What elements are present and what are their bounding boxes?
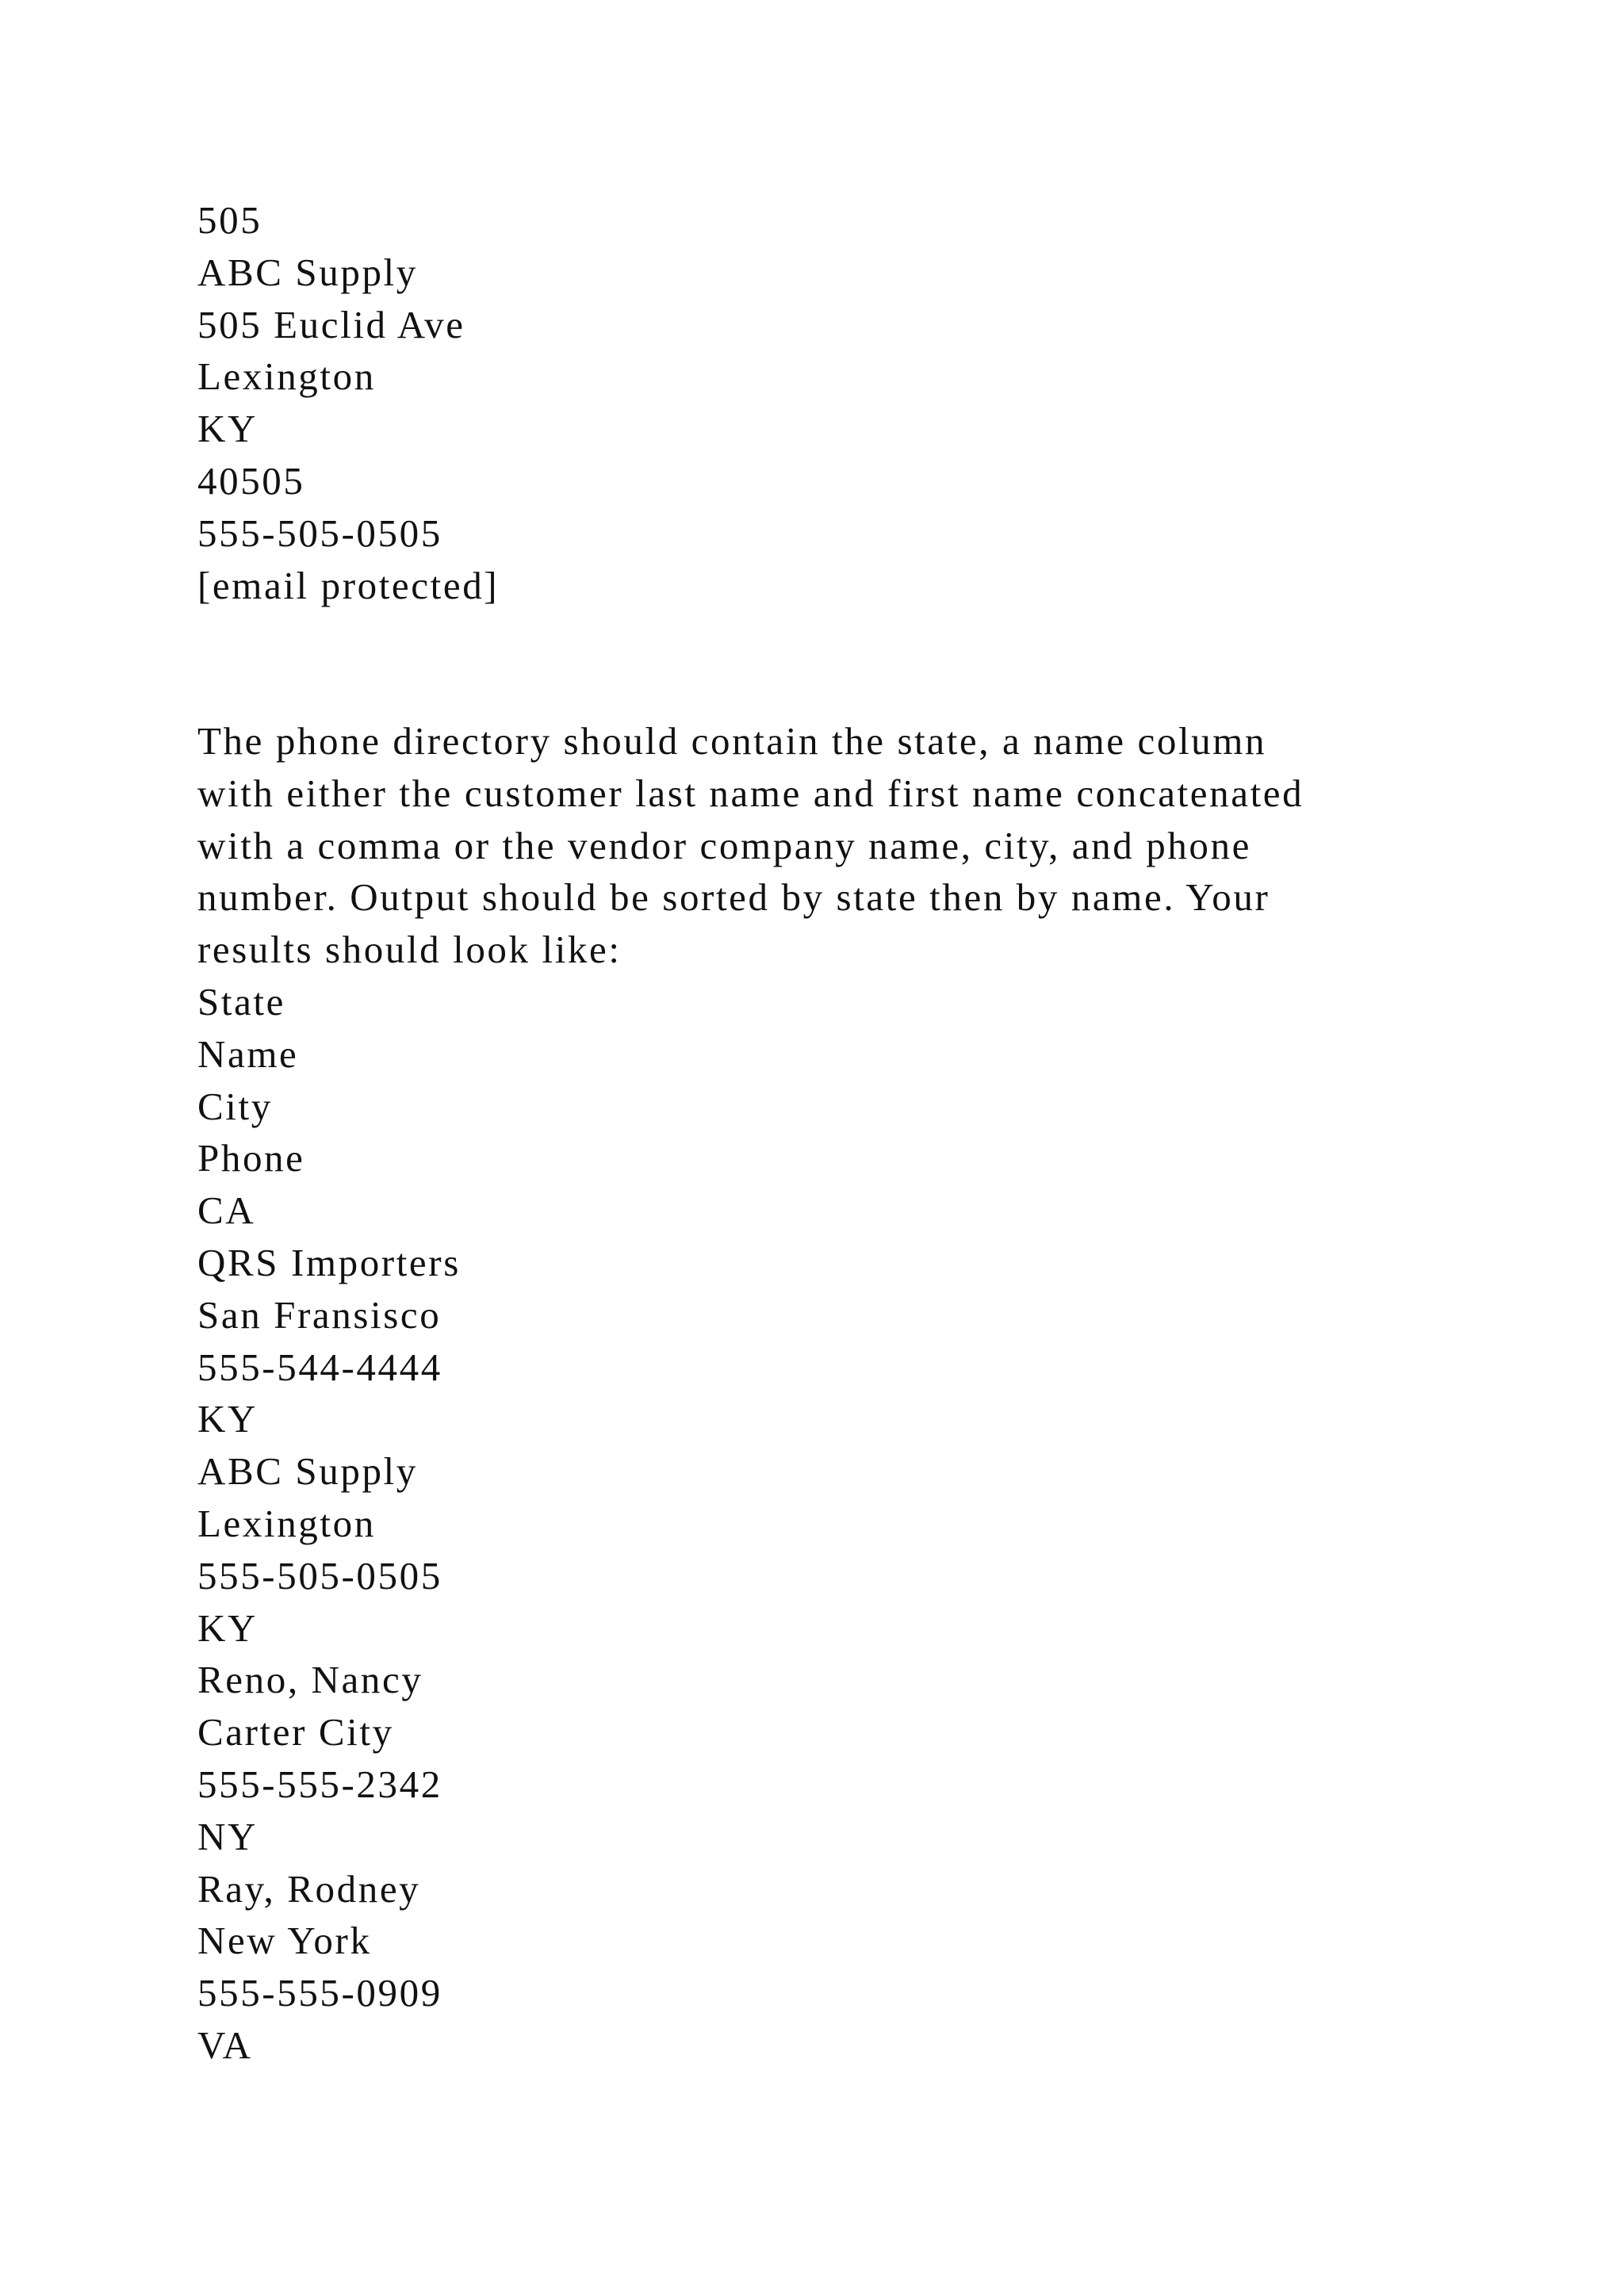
row-1-city: San Fransisco [197,1292,442,1337]
row-3-city: Carter City [197,1710,394,1755]
record-state: KY [197,407,258,451]
row-4-city: New York [197,1919,372,1963]
row-2-city: Lexington [197,1501,376,1545]
instructions-line: with either the customer last name and first name concatenated [197,771,1304,815]
instructions-line: with a comma or the vendor company name, city, and phone [197,823,1251,867]
row-2-phone: 555-505-0505 [197,1553,442,1598]
row-1-name: QRS Importers [197,1240,461,1284]
record-address: 505 Euclid Ave [197,302,465,346]
record-phone: 555-505-0505 [197,511,442,555]
row-4-name: Ray, Rodney [197,1866,421,1911]
header-city: City [197,1084,273,1128]
row-2-name: ABC Supply [197,1449,418,1494]
directory-table [197,976,1434,2072]
header-name: Name [197,1031,299,1076]
row-4-state: NY [197,1814,258,1858]
header-phone: Phone [197,1136,305,1181]
record-email: [email protected] [197,563,500,607]
vendor-record [197,194,1434,611]
instructions-line: results should look like: [197,928,622,972]
instructions-line: The phone directory should contain the state, a name column [197,719,1267,763]
record-zip: 40505 [197,458,305,503]
row-5-state: VA [197,2022,253,2067]
row-4-phone: 555-555-0909 [197,1971,442,2015]
row-3-phone: 555-555-2342 [197,1762,442,1806]
record-company: ABC Supply [197,250,418,294]
instructions-paragraph [197,715,1434,976]
row-3-name: Reno, Nancy [197,1658,423,1702]
row-1-state: CA [197,1188,256,1233]
instructions-line: number. Output should be sorted by state then by name. Your [197,875,1270,920]
header-state: State [197,979,285,1024]
row-2-state: KY [197,1397,258,1441]
instructions-and-directory [197,715,1434,2072]
record-id: 505 [197,198,262,242]
row-1-phone: 555-544-4444 [197,1345,442,1389]
row-3-state: KY [197,1605,258,1650]
record-city: Lexington [197,354,376,399]
